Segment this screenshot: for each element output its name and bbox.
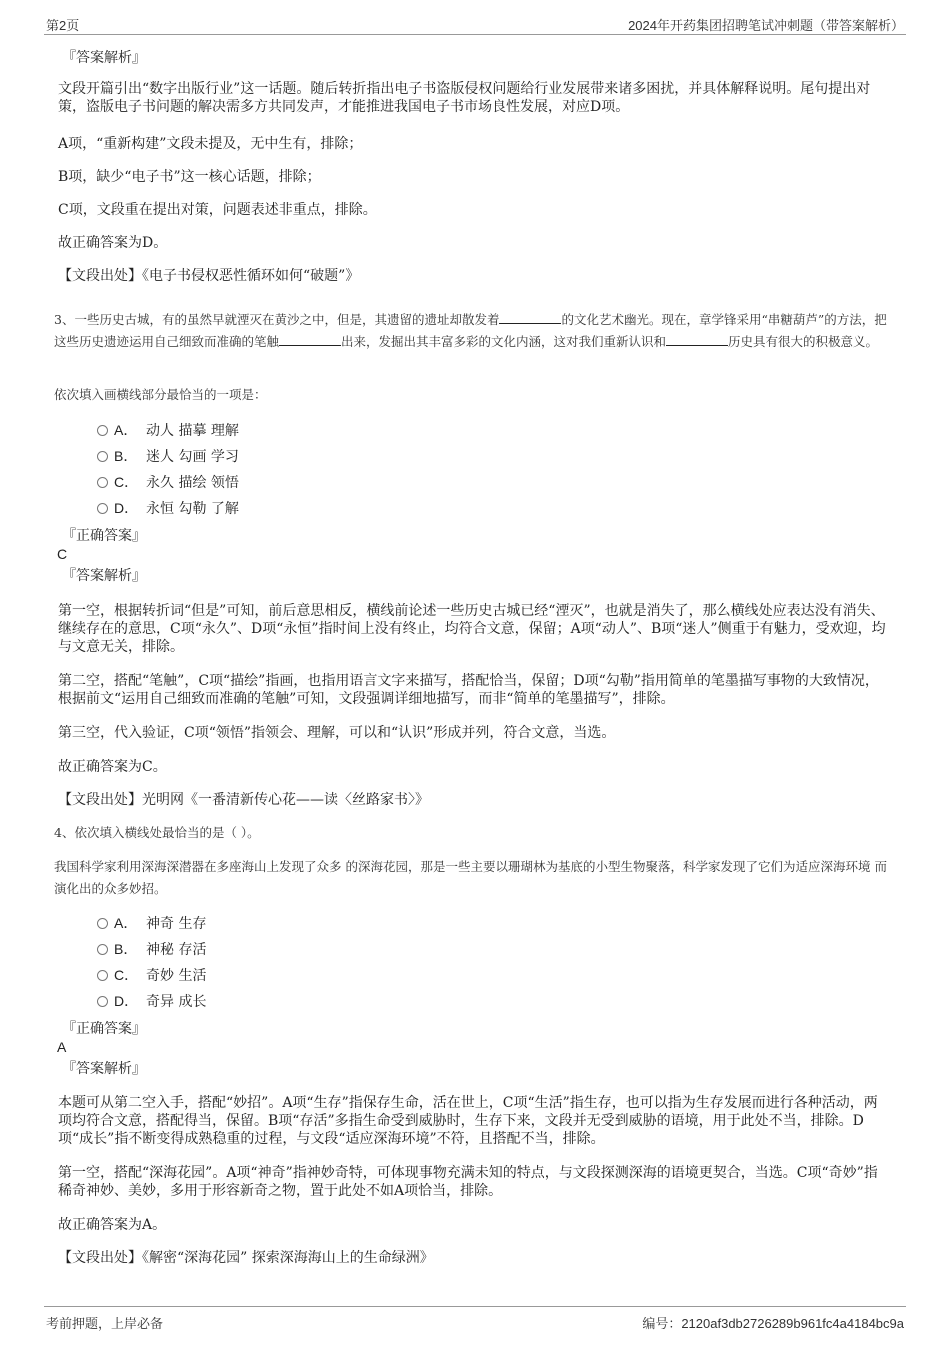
radio-icon[interactable] bbox=[97, 425, 108, 436]
fill-blank bbox=[279, 332, 341, 346]
q2-analysis-label: 『答案解析』 bbox=[62, 50, 146, 66]
radio-icon[interactable] bbox=[97, 918, 108, 929]
q4-correct-label: 『正确答案』 bbox=[62, 1021, 146, 1037]
q3-correct-label: 『正确答案』 bbox=[62, 528, 146, 544]
q4-stem: 4、依次填入横线处最恰当的是（ ）。 bbox=[54, 825, 260, 840]
q4-option-a[interactable]: A． 神奇 生存 bbox=[97, 913, 206, 933]
q3-instruction: 依次填入画横线部分最恰当的一项是： bbox=[54, 387, 267, 402]
q3-conclusion: 故正确答案为C。 bbox=[58, 759, 167, 775]
document-title: 2024年开药集团招聘笔试冲刺题（带答案解析） bbox=[628, 18, 904, 33]
q4-option-d[interactable]: D． 奇异 成长 bbox=[97, 991, 206, 1011]
q4-option-c[interactable]: C． 奇妙 生活 bbox=[97, 965, 206, 985]
q4-analysis-label: 『答案解析』 bbox=[62, 1061, 146, 1077]
radio-icon[interactable] bbox=[97, 503, 108, 514]
q3-option-b[interactable]: B． 迷人 勾画 学习 bbox=[97, 446, 239, 466]
q4-correct-answer: A bbox=[57, 1039, 67, 1055]
q3-analysis-paragraph: 第二空，搭配“笔触”，C项“描绘”指画，也指用语言文字来描写，搭配恰当，保留；D项“勾勒”指用简单的笔墨描写事物的大致情况，根据前文“运用自己细致而准确的笔触”可知，文段强调详细地描写，而非“简单的笔墨描写”，排除。 bbox=[58, 673, 879, 707]
q4-option-b[interactable]: B． 神秘 存活 bbox=[97, 939, 206, 959]
q4-conclusion: 故正确答案为A。 bbox=[58, 1217, 167, 1233]
q2-analysis-paragraph: B项，缺少“电子书”这一核心话题，排除； bbox=[58, 169, 321, 185]
q3-analysis-label: 『答案解析』 bbox=[62, 568, 146, 584]
document-code: 编号：2120af3db2726289b961fc4a4184bc9a bbox=[642, 1316, 904, 1331]
q2-analysis-paragraph: 文段开篇引出“数字出版行业”这一话题。随后转折指出电子书盗版侵权问题给行业发展带来诸多困扰，并具体解释说明。尾句提出对策，盗版电子书问题的解决需多方共同发声，才能推进我国电子书市场良性发展，对应D项。 bbox=[58, 81, 871, 115]
q4-analysis-paragraph: 本题可从第二空入手，搭配“妙招”。A项“生存”指保存生命，活在世上，C项“生活”指生存，也可以指为生存发展而进行各种活动，两项均符合文意，搭配得当，保留。B项“存活”多指生命受到威胁时，生存下来，文段并无受到威胁的语境，用于此处不当，排除。D项“成长”指不断变得成熟稳重的过程，与文段“适应深海环境”不符，且搭配不当，排除。 bbox=[58, 1095, 878, 1147]
page-header bbox=[44, 12, 906, 35]
radio-icon[interactable] bbox=[97, 944, 108, 955]
q2-analysis-paragraph: C项，文段重在提出对策，问题表述非重点，排除。 bbox=[58, 202, 377, 218]
q3-source: 【文段出处】光明网《一番清新传心花——读〈丝路家书〉》 bbox=[58, 792, 429, 808]
page-footer bbox=[44, 1306, 906, 1329]
page-number: 第2页 bbox=[46, 18, 80, 33]
q4-passage: 我国科学家利用深海深潜器在多座海山上发现了众多 的深海花园，那是一些主要以珊瑚林为基底的小型生物聚落，科学家发现了它们为适应深海环境 而演化出的众多妙招。 bbox=[54, 859, 887, 896]
q2-source: 【文段出处】《电子书侵权恶性循环如何“破题”》 bbox=[58, 268, 360, 284]
radio-icon[interactable] bbox=[97, 477, 108, 488]
q3-analysis-paragraph: 第三空，代入验证，C项“领悟”指领会、理解，可以和“认识”形成并列，符合文意，当选。 bbox=[58, 725, 616, 741]
fill-blank bbox=[499, 310, 561, 324]
q4-analysis-paragraph: 第一空，搭配“深海花园”。A项“神奇”指神妙奇特，可体现事物充满未知的特点，与文段探测深海的语境更契合，当选。C项“奇妙”指稀奇神妙、美妙，多用于形容新奇之物，置于此处不如A项恰当，排除。 bbox=[58, 1165, 878, 1199]
footer-slogan: 考前押题，上岸必备 bbox=[46, 1316, 164, 1331]
fill-blank bbox=[666, 332, 728, 346]
radio-icon[interactable] bbox=[97, 970, 108, 981]
q3-option-d[interactable]: D． 永恒 勾勒 了解 bbox=[97, 498, 239, 518]
q3-analysis-paragraph: 第一空，根据转折词“但是”可知，前后意思相反，横线前论述一些历史古城已经“湮灭”，也就是消失了，那么横线处应表达没有消失、继续存在的意思，C项“永久”、D项“永恒”指时间上没有终止，均符合文意，保留；A项“动人”、B项“迷人”侧重于有魅力，受欢迎，均与文意无关，排除。 bbox=[58, 603, 886, 655]
radio-icon[interactable] bbox=[97, 996, 108, 1007]
q3-stem: 3、一些历史古城，有的虽然早就湮灭在黄沙之中，但是，其遗留的遗址却散发着 的文化艺术幽光。现在，章学锋采用“串糖葫芦”的方法，把这些历史遗迹运用自己细致而准确的笔触 出来，发掘出其丰富多彩的文化内涵，这对我们重新认识和 历史具有很大的积极意义。 bbox=[54, 312, 887, 349]
q3-option-c[interactable]: C． 永久 描绘 领悟 bbox=[97, 472, 239, 492]
q3-correct-answer: C bbox=[57, 546, 68, 562]
q2-conclusion: 故正确答案为D。 bbox=[58, 235, 168, 251]
q3-option-a[interactable]: A． 动人 描摹 理解 bbox=[97, 420, 239, 440]
q2-analysis-paragraph: A项，“重新构建”文段未提及，无中生有，排除； bbox=[58, 136, 363, 152]
q4-source: 【文段出处】《解密“深海花园” 探索深海海山上的生命绿洲》 bbox=[58, 1250, 434, 1266]
radio-icon[interactable] bbox=[97, 451, 108, 462]
